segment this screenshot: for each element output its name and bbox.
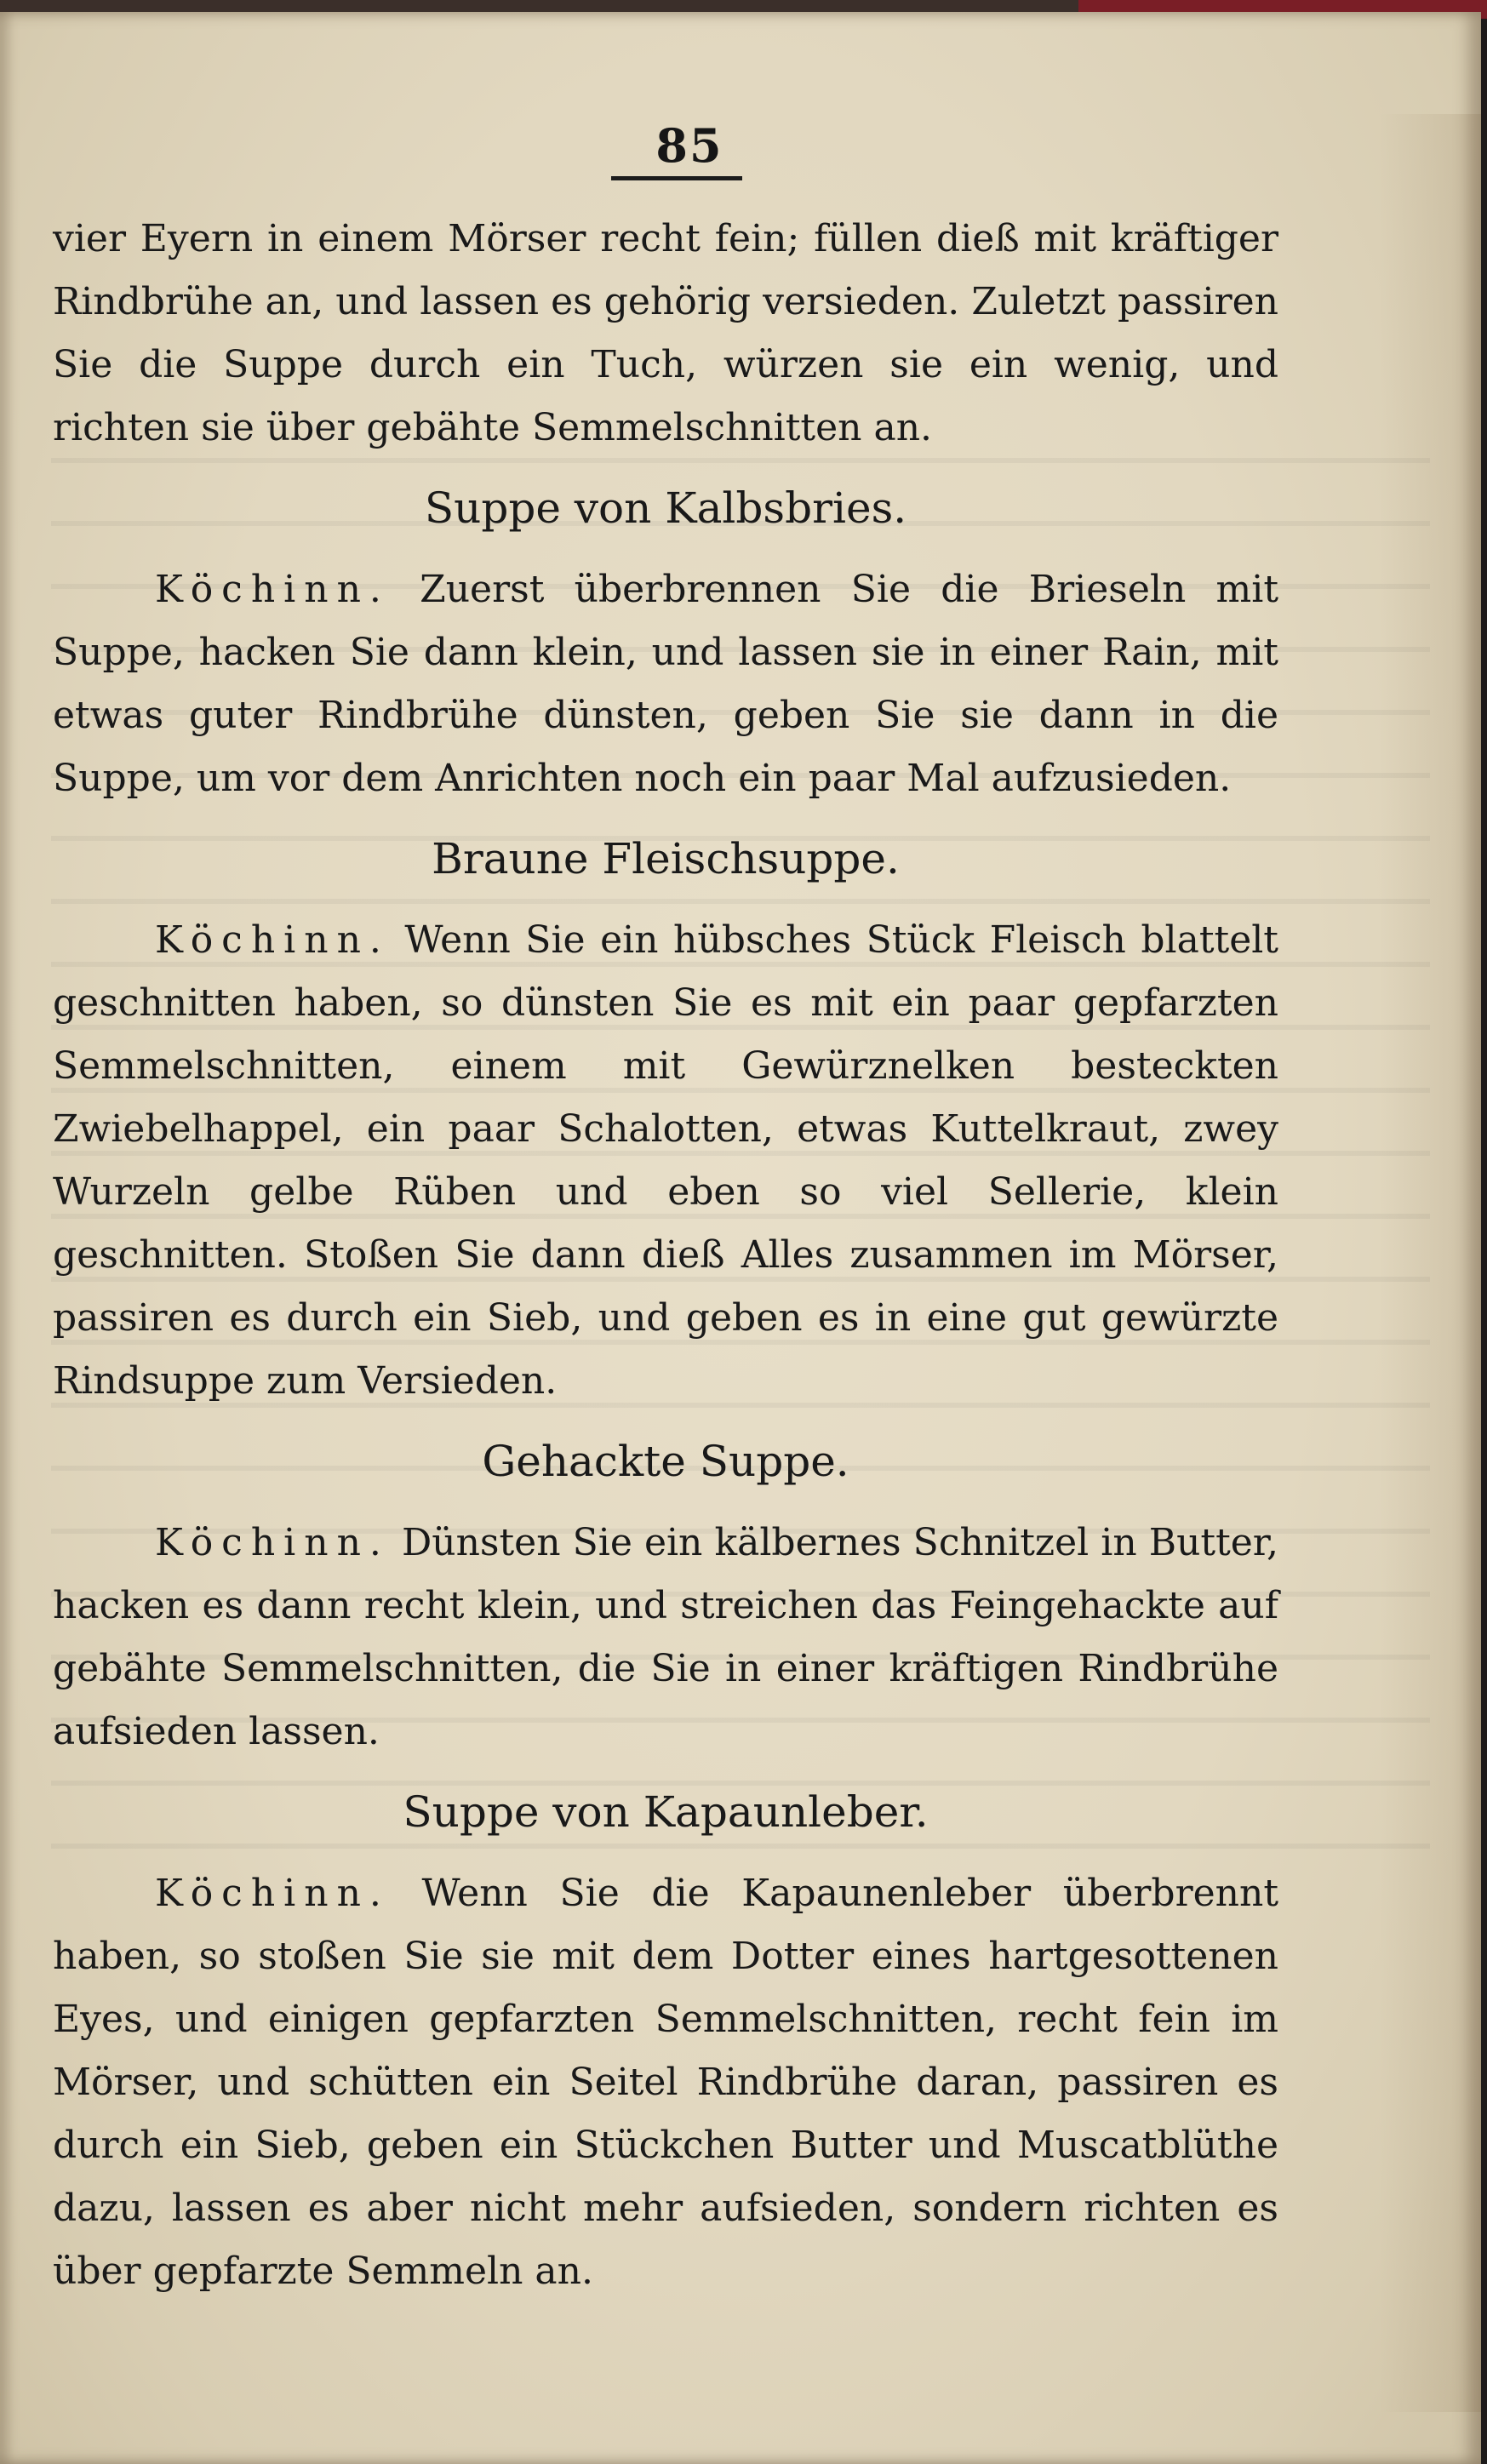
recipe-title-kapaunleber: Suppe von Kapaunleber. (403, 1787, 929, 1837)
recipe-title-gehackte-suppe: Gehackte Suppe. (482, 1437, 849, 1486)
book-page (0, 12, 1481, 2464)
continued-paragraph: vier Eyern in einem Mörser recht fein; füllen dieß mit kräftiger Rindbrühe an, und lassen es gehörig versieden. Zuletzt passiren Sie die Suppe durch ein Tuch, würzen sie ein wenig, und richten sie über gebähte Semmelschnitten an. (53, 217, 1278, 449)
speaker-label: Köchinn. (155, 1872, 390, 1915)
recipe-text: Zuerst überbrennen Sie die Brieseln mit Suppe, hacken Sie dann klein, und lassen sie in einer Rain, mit etwas guter Rindbrühe dünsten, geben Sie sie dann in die Suppe, um vor dem Anrichten noch ein paar Mal aufzusieden. (53, 568, 1278, 800)
recipe-text: Dünsten Sie ein kälbernes Schnitzel in Butter, hacken es dann recht klein, und streichen das Feingehackte auf gebähte Semmelschnitten, die Sie in einer kräftigen Rindbrühe aufsieden lassen. (53, 1521, 1278, 1753)
recipe-paragraph-braune-fleischsuppe (53, 909, 1278, 1413)
recipe-text: Wenn Sie ein hübsches Stück Fleisch blattelt geschnitten haben, so dünsten Sie es mit ein paar gepfarzten Semmelschnitten, einem mit Gewürznelken besteckten Zwiebelhappel, ein paar Schalotten, etwas Kuttelkraut, zwey Wurzeln gelbe Rüben und eben so viel Sellerie, klein geschnitten. Stoßen Sie dann dieß Alles zusammen im Mörser, passiren es durch ein Sieb, und geben es in eine gut gewürzte Rindsuppe zum Versieden. (53, 918, 1278, 1403)
page-number: 85 (655, 118, 723, 173)
page-content (53, 208, 1278, 2303)
recipe-paragraph-kalbsbries (53, 558, 1278, 810)
recipe-paragraph-gehackte-suppe (53, 1512, 1278, 1764)
page-number-rule (611, 176, 742, 180)
speaker-label: Köchinn. (155, 568, 390, 611)
recipe-text: Wenn Sie die Kapaunenleber überbrennt haben, so stoßen Sie sie mit dem Dotter eines hartgesottenen Eyes, und einigen gepfarzten Semmelschnitten, recht fein im Mörser, und schütten ein Seitel Rindbrühe daran, passiren es durch ein Sieb, geben ein Stückchen Butter und Muscatblüthe dazu, lassen es aber nicht mehr aufsieden, sondern richten es über gepfarzte Semmeln an. (53, 1872, 1278, 2293)
speaker-label: Köchinn. (155, 1521, 390, 1564)
recipe-title-kalbsbries: Suppe von Kalbsbries. (424, 483, 907, 533)
speaker-label: Köchinn. (155, 918, 390, 962)
recipe-paragraph-kapaunleber (53, 1862, 1278, 2303)
page-edge-shading (1379, 114, 1481, 2412)
recipe-title-braune-fleischsuppe: Braune Fleischsuppe. (432, 834, 900, 883)
